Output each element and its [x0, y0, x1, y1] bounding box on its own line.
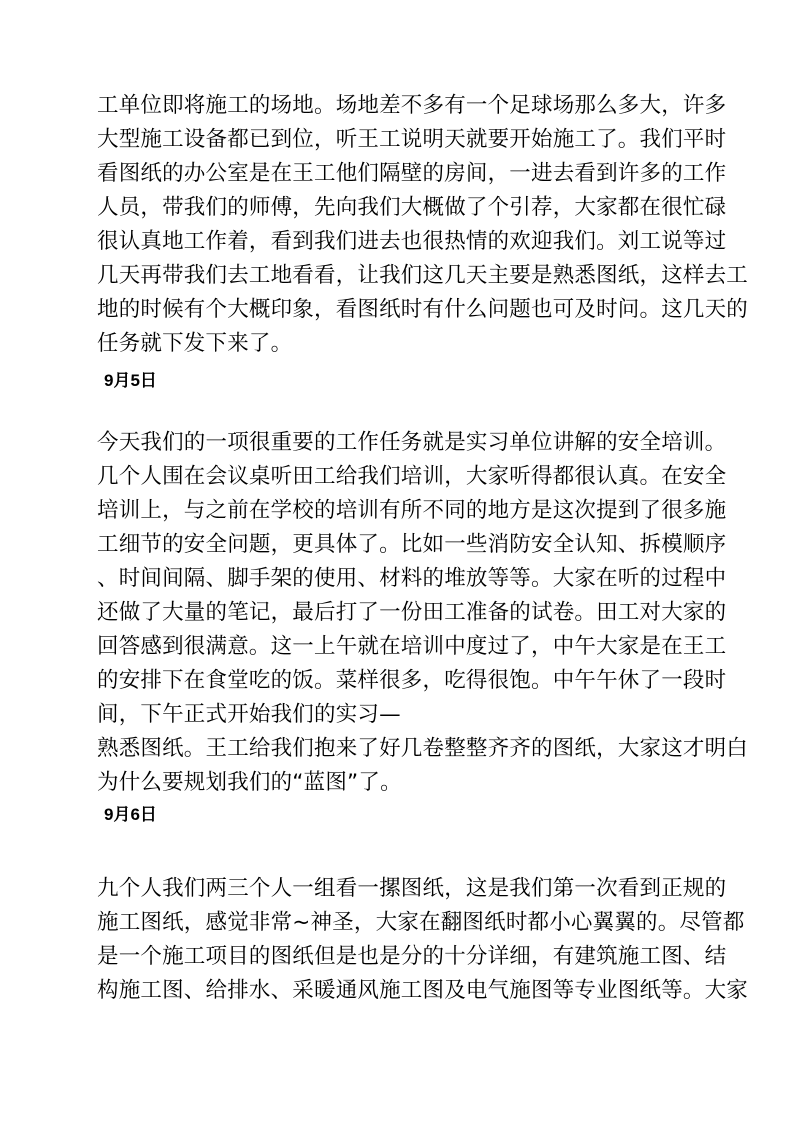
- text-line: 人员，带我们的师傅，先向我们大概做了个引荐，大家都在很忙碌: [97, 195, 727, 220]
- text-line: 大型施工设备都已到位，听王工说明天就要开始施工了。我们平时: [97, 127, 727, 152]
- paragraph-sep5: [97, 426, 749, 800]
- text-line: 熟悉图纸。王工给我们抱来了好几卷整整齐齐的图纸，大家这才明白: [97, 736, 749, 761]
- text-line: 看图纸的办公室是在王工他们隔壁的房间，一进去看到许多的工作: [97, 161, 727, 186]
- text-line: 任务就下发下来了。: [97, 331, 293, 356]
- text-line: 工细节的安全问题，更具体了。比如一些消防安全认知、拆模顺序: [97, 532, 727, 557]
- text-line: 是一个施工项目的图纸但是也是分的十分详细，有建筑施工图、结: [97, 944, 727, 969]
- paragraph-intro: [97, 89, 749, 361]
- text-line: 几天再带我们去工地看看，让我们这几天主要是熟悉图纸，这样去工: [97, 263, 749, 288]
- text-line: 今天我们的一项很重要的工作任务就是实习单位讲解的安全培训。: [97, 430, 727, 455]
- text-line: 间，下午正式开始我们的实习—: [97, 702, 401, 727]
- text-line: 构施工图、给排水、采暖通风施工图及电气施图等专业图纸等。大家: [97, 978, 749, 1003]
- text-line: 还做了大量的笔记，最后打了一份田工准备的试卷。田工对大家的: [97, 600, 727, 625]
- date-heading-sep5: 9月5日: [104, 371, 157, 390]
- text-line: 地的时候有个大概印象，看图纸时有什么问题也可及时问。这几天的: [97, 297, 749, 322]
- text-line: 的安排下在食堂吃的饭。菜样很多，吃得很饱。中午午休了一段时: [97, 668, 727, 693]
- text-line: 培训上，与之前在学校的培训有所不同的地方是这次提到了很多施: [97, 498, 727, 523]
- text-line: 很认真地工作着，看到我们进去也很热情的欢迎我们。刘工说等过: [97, 229, 727, 254]
- date-heading-sep6: 9月6日: [104, 805, 157, 824]
- text-line: 、时间间隔、脚手架的使用、材料的堆放等等。大家在听的过程中: [97, 566, 727, 591]
- paragraph-sep6: [97, 872, 749, 1008]
- text-line: 施工图纸，感觉非常~神圣，大家在翻图纸时都小心翼翼的。尽管都: [97, 910, 745, 935]
- text-line: 回答感到很满意。这一上午就在培训中度过了，中午大家是在王工: [97, 634, 727, 659]
- text-line: 工单位即将施工的场地。场地差不多有一个足球场那么多大，许多: [97, 93, 727, 118]
- text-line: 为什么要规划我们的“蓝图”了。: [97, 770, 402, 795]
- text-line: 九个人我们两三个人一组看一摞图纸，这是我们第一次看到正规的: [97, 876, 727, 901]
- text-line: 几个人围在会议桌听田工给我们培训，大家听得都很认真。在安全: [97, 464, 727, 489]
